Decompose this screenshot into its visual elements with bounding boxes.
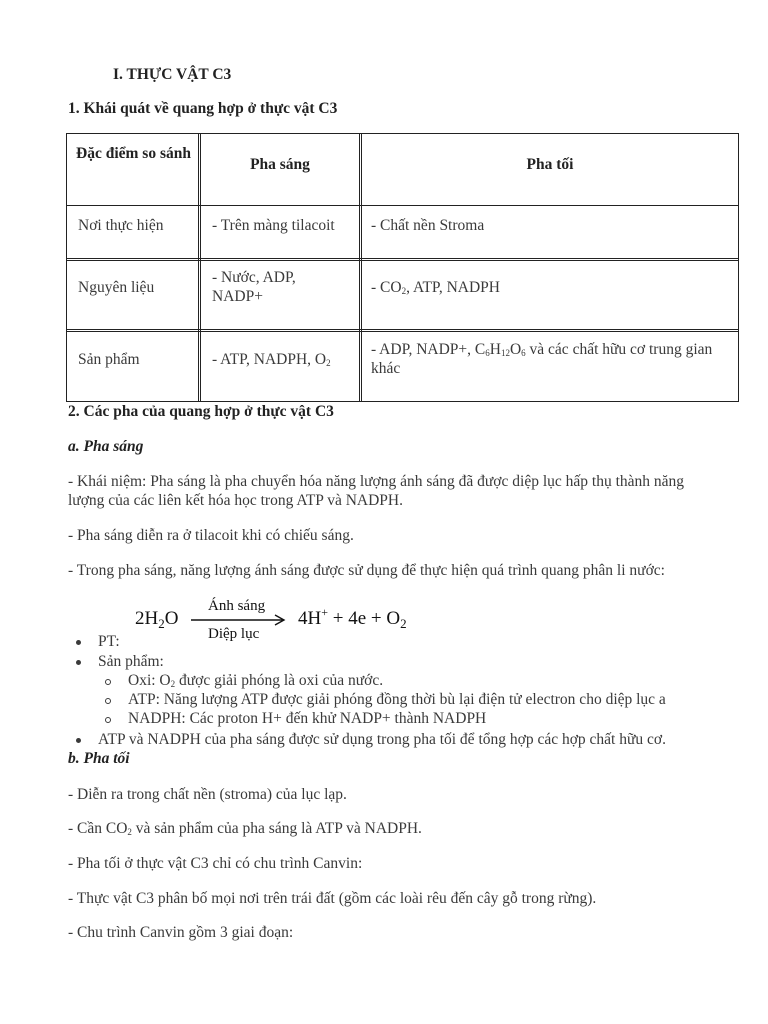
sub-list-item: NADPH: Các proton H+ đến khử NADP+ thành NADPH — [128, 710, 487, 727]
equation-right: $4H^+ + 4e + O_2$ — [298, 605, 407, 631]
table-row-label: Nơi thực hiện — [78, 217, 164, 234]
sub-bullet-icon — [105, 679, 111, 685]
table-header-dark-phase: Pha tối — [526, 156, 574, 173]
table-row-divider — [67, 205, 738, 206]
table-row-label: Nguyên liệu — [78, 279, 155, 296]
table-header-criteria: Đặc điểm so sánh — [76, 145, 191, 162]
table-col-divider — [359, 134, 362, 401]
equation-below-arrow: Diệp lục — [208, 626, 260, 642]
bullet-icon — [76, 640, 81, 645]
bullet-icon — [76, 738, 81, 743]
sub-list-item: ATP: Năng lượng ATP được giải phóng đồng thời bù lại điện tử electron cho diệp lục a — [128, 691, 666, 708]
main-heading: I. THỰC VẬT C3 — [113, 66, 232, 83]
comparison-table — [66, 133, 739, 402]
table-row-divider — [67, 329, 738, 332]
paragraph: - Chu trình Canvin gồm 3 giai đoạn: — [68, 924, 294, 941]
table-cell-light: - Trên màng tilacoit — [212, 217, 335, 234]
table-cell-light: - Nước, ADP, NADP+ — [212, 269, 296, 305]
paragraph: - Pha tối ở thực vật C3 chỉ có chu trình Canvin: — [68, 855, 363, 872]
paragraph: - Trong pha sáng, năng lượng ánh sáng được sử dụng để thực hiện quá trình quang phân li nước: — [68, 562, 665, 579]
subsection-b-heading: b. Pha tối — [68, 750, 130, 767]
table-row-label: Sản phẩm — [78, 351, 140, 368]
table-row-divider — [67, 258, 738, 261]
table-header-light-phase: Pha sáng — [250, 156, 310, 173]
sub-bullet-icon — [105, 698, 111, 704]
paragraph: - Pha sáng diễn ra ở tilacoit khi có chiếu sáng. — [68, 527, 354, 544]
list-item: Sản phẩm: — [98, 653, 164, 670]
table-cell-light: - ATP, NADPH, $O_2$ — [212, 351, 331, 368]
list-item: PT: — [98, 633, 120, 650]
sub-list-item: Oxi: $O_2$ được giải phóng là oxi của nước. — [128, 672, 384, 689]
table-cell-dark: - Chất nền Stroma — [371, 217, 485, 234]
subsection-a-heading: a. Pha sáng — [68, 438, 144, 455]
table-cell-dark: - ADP, NADP+, $C_6H_{12}O_6$ và các chất hữu cơ trung gian khác — [371, 341, 713, 377]
table-cell-dark: - $CO_2$, ATP, NADPH — [371, 279, 500, 296]
section-1-heading: 1. Khái quát về quang hợp ở thực vật C3 — [68, 100, 338, 117]
equation-left: $2H_2O$ — [135, 608, 179, 631]
paragraph: - Cần $CO_2$ và sản phẩm của pha sáng là ATP và NADPH. — [68, 820, 422, 837]
list-item: ATP và NADPH của pha sáng được sử dụng trong pha tối để tổng hợp các hợp chất hữu cơ. — [98, 731, 666, 748]
equation-above-arrow: Ánh sáng — [208, 598, 266, 614]
reaction-arrow-icon — [190, 613, 290, 627]
sub-bullet-icon — [105, 717, 111, 723]
table-col-divider — [198, 134, 201, 401]
paragraph: - Diễn ra trong chất nền (stroma) của lục lạp. — [68, 786, 347, 803]
bullet-icon — [76, 660, 81, 665]
paragraph: lượng của các liên kết hóa học trong ATP và NADPH. — [68, 492, 403, 509]
paragraph: - Thực vật C3 phân bố mọi nơi trên trái đất (gồm các loài rêu đến cây gỗ trong rừng). — [68, 890, 597, 907]
section-2-heading: 2. Các pha của quang hợp ở thực vật C3 — [68, 403, 334, 420]
paragraph: - Khái niệm: Pha sáng là pha chuyển hóa năng lượng ánh sáng đã được diệp lục hấp thụ thành năng — [68, 473, 685, 490]
